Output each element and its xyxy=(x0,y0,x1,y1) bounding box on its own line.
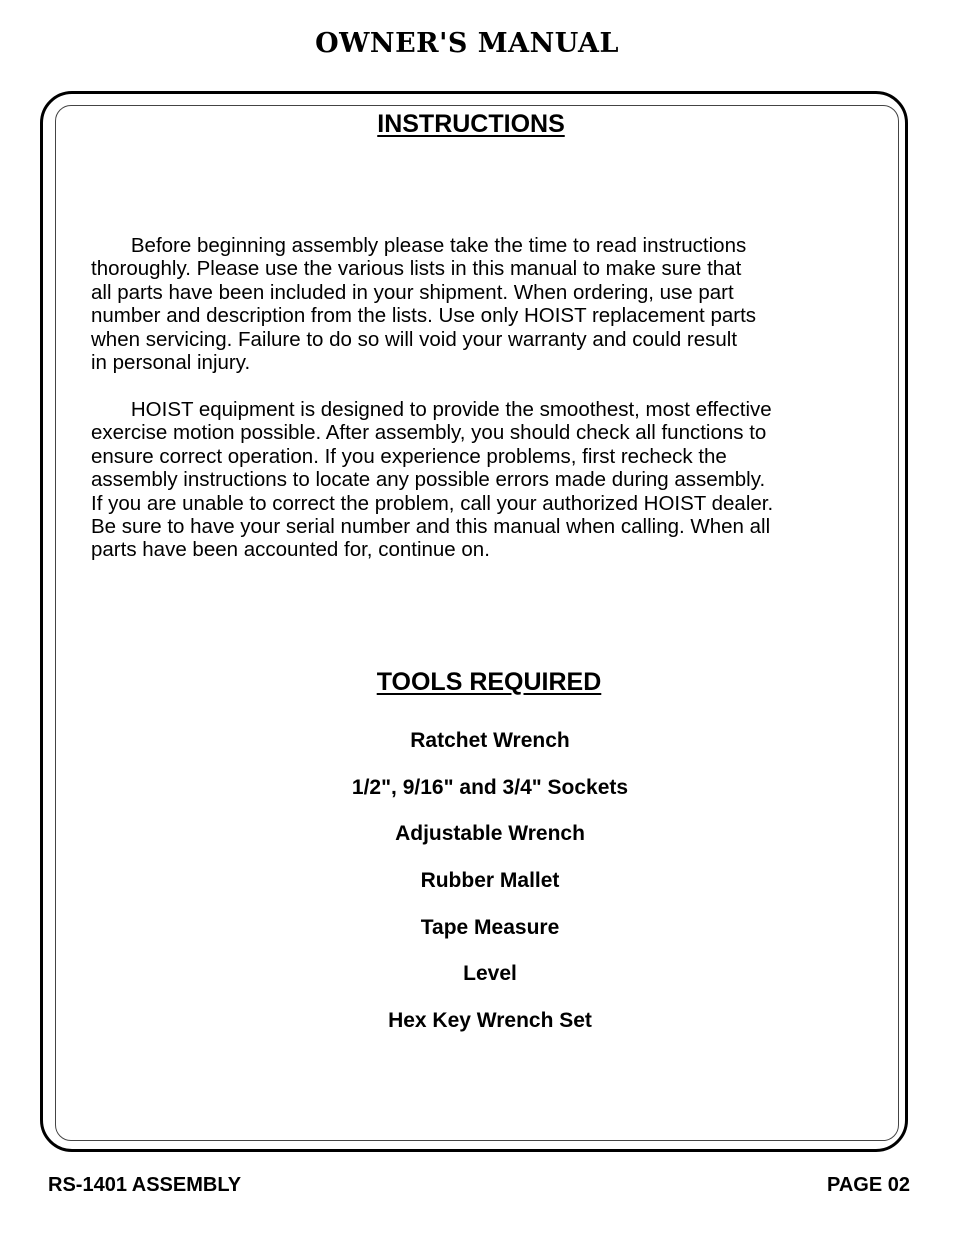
tool-item: Ratchet Wrench xyxy=(410,729,570,752)
tool-item: Level xyxy=(463,962,517,986)
footer-page-number: PAGE 02 xyxy=(827,1174,910,1196)
manual-title: OWNER'S MANUAL xyxy=(315,28,619,59)
tool-item: Tape Measure xyxy=(420,915,560,939)
instructions-heading: INSTRUCTIONS xyxy=(377,110,565,138)
instructions-paragraph-1: Before beginning assembly please take the time to read instructions thoroughly. Please use the various lists in this manual to make sure that all parts have been included in your shipment. When ordering, use part number and description from the lists. Use only HOIST replacement parts when servicing. Failure to do so will void your warranty and could result in personal injury. xyxy=(91,234,757,375)
tool-item: Hex Key Wrench Set xyxy=(388,1009,592,1033)
tools-required-heading: TOOLS REQUIRED xyxy=(376,668,602,696)
tool-item: 1/2", 9/16" and 3/4" Sockets xyxy=(351,775,629,799)
tool-item: Adjustable Wrench xyxy=(395,822,585,846)
tool-item: Rubber Mallet xyxy=(420,869,560,893)
instructions-paragraph-2: HOIST equipment is designed to provide the smoothest, most effective exercise motion possible. After assembly, you should check all functions to ensure correct operation. If you experience problems, first recheck the assembly instructions to locate any possible errors made during assembly. If you are unable to correct the problem, call your authorized HOIST dealer. Be sure to have your serial number and this manual when calling. When all parts have been accounted for, continue on. xyxy=(91,398,774,562)
tools-list xyxy=(40,728,940,1055)
footer-model-label: RS-1401 ASSEMBLY xyxy=(48,1174,242,1196)
